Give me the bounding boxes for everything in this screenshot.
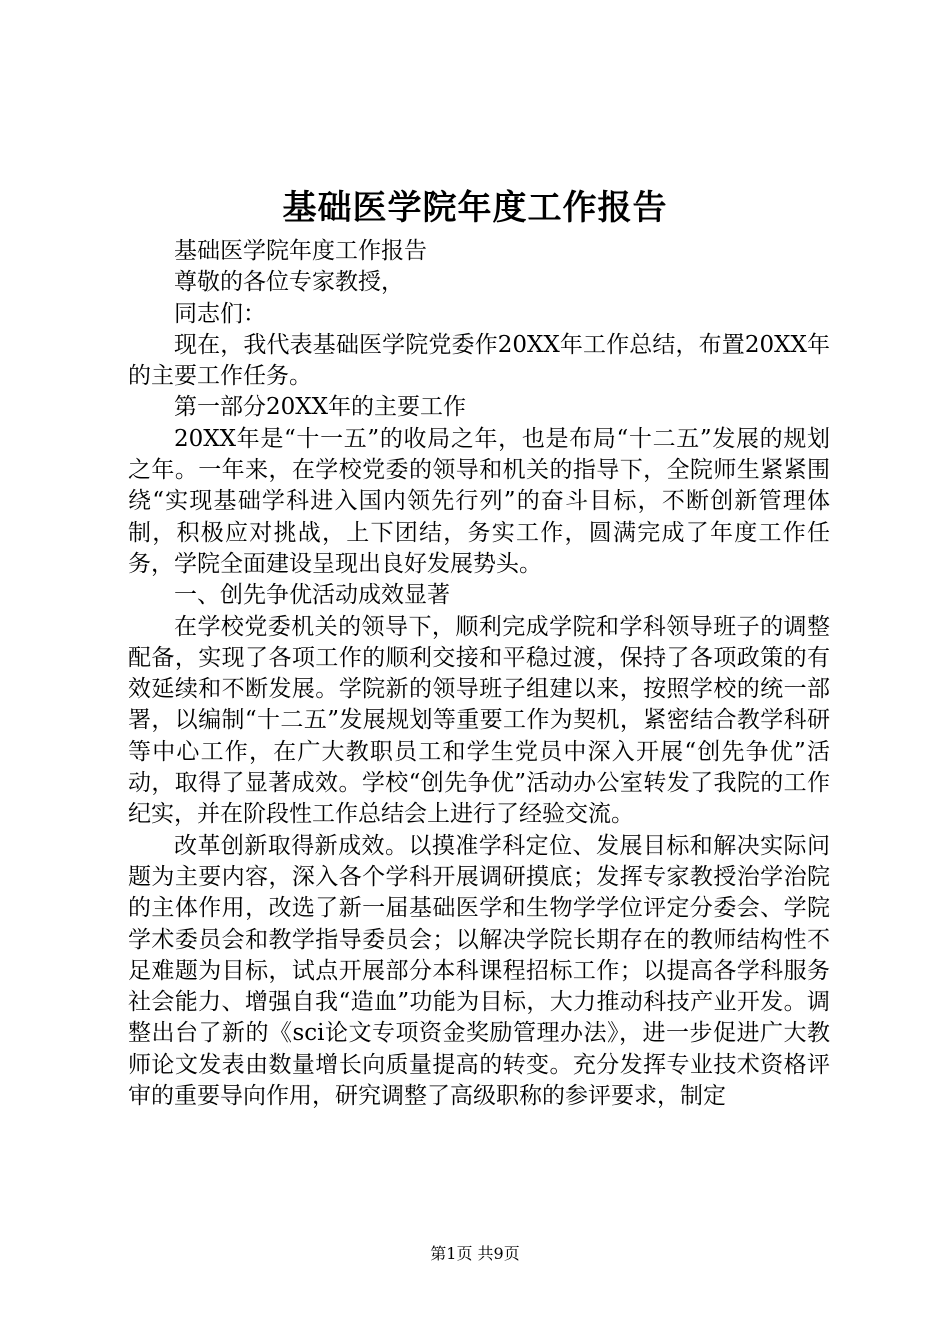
paragraph-intro: 现在，我代表基础医学院党委作20XX年工作总结，布置20XX年的主要工作任务。 xyxy=(128,331,830,390)
paragraph-salutation-2: 同志们： xyxy=(174,300,266,327)
paragraph-reform: 改革创新取得新成效。以摸准学科定位、发展目标和解决实际问题为主要内容，深入各个学科开展调研摸底；发挥专家教授治学治院的主体作用，改选了新一届基础医学和生物学学位评定分委会、学院学术委员会和教学指导委员会；以解决学院长期存在的教师结构性不足难题为目标，试点开展部分本科课程招标工作；以提高各学科服务社会能力、增强自我“造血”功能为目标，大力推动科技产业开发。调整出台了新的《sci论文专项资金奖励管理办法》，进一步促进广大教师论文发表由数量增长向质量提高的转变。充分发挥专业技术资格评审的重要导向作用，研究调整了高级职称的参评要求，制定 xyxy=(128,832,830,1110)
paragraph-leadership: 在学校党委机关的领导下，顺利完成学院和学科领导班子的调整配备，实现了各项工作的顺利交接和平稳过渡，保持了各项政策的有效延续和不断发展。学院新的领导班子组建以来，按照学校的统一部署，以编制“十二五”发展规划等重要工作为契机，紧密结合教学科研等中心工作，在广大教职员工和学生党员中深入开展“创先争优”活动，取得了显著成效。学校“创先争优”活动办公室转发了我院的工作纪实，并在阶段性工作总结会上进行了经验交流。 xyxy=(128,613,830,828)
page-number-footer: 第1页 共9页 xyxy=(430,1244,520,1263)
document-body xyxy=(128,236,830,1112)
paragraph-overview: 20XX年是“十一五”的收局之年，也是布局“十二五”发展的规划之年。一年来，在学校党委的领导和机关的指导下，全院师生紧紧围绕“实现基础学科进入国内领先行列”的奋斗目标，不断创新管理体制，积极应对挑战，上下团结，务实工作，圆满完成了年度工作任务，学院全面建设呈现出良好发展势头。 xyxy=(128,425,830,577)
document-title: 基础医学院年度工作报告 xyxy=(282,188,668,228)
paragraph-section-one-heading: 一、创先争优活动成效显著 xyxy=(174,582,450,609)
paragraph-salutation-1: 尊敬的各位专家教授， xyxy=(174,269,404,296)
paragraph-part-one-heading: 第一部分20XX年的主要工作 xyxy=(174,394,467,421)
paragraph-heading-repeat: 基础医学院年度工作报告 xyxy=(174,238,427,264)
